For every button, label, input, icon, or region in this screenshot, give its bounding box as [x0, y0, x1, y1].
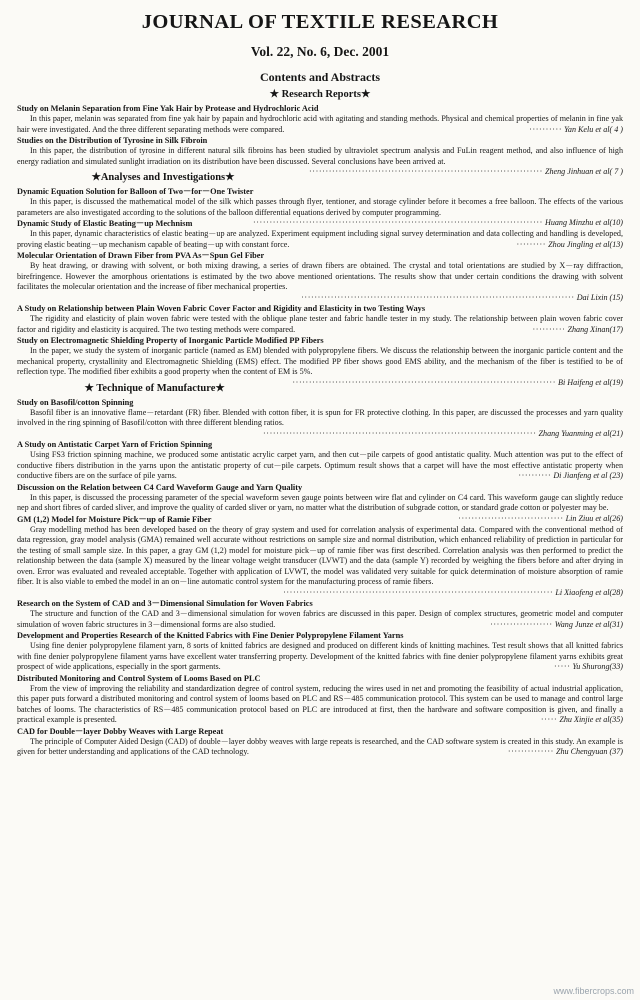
author-page-citation: Zhu Xinjie et al(35) — [559, 715, 623, 724]
article-title[interactable]: GM (1,2) Model for Moisture Pick－up of Ramie Fiber — [17, 514, 212, 524]
article-entry — [17, 250, 623, 303]
section-heading: ★ Technique of Manufacture★ — [84, 382, 225, 394]
article-title[interactable]: Studies on the Distribution of Tyrosine in Silk Fibroin — [17, 136, 208, 145]
citation-line — [458, 514, 623, 525]
abstract-text: Basofil fiber is an innovative flame－retardant (FR) fiber. Blended with cotton fiber, it is spun for FR protective clothing. In this paper, are discussed the processes and yarn quality involved in the ring spinning of Basofil/cotton with three different blending ratios. — [17, 407, 623, 427]
article-title[interactable]: Study on Basofil/cotton Spinning — [17, 397, 134, 407]
article-title[interactable]: Study on Melanin Separation from Fine Yak Hair by Protease and Hydrochloric Acid — [17, 104, 319, 113]
author-page-citation: Yu Shurong(33) — [572, 662, 623, 671]
author-page-citation: Di Jianfeng et al (23) — [553, 471, 623, 480]
article-abstract — [17, 737, 623, 758]
article-title[interactable]: Distributed Monitoring and Control System of Looms Based on PLC — [17, 673, 261, 683]
leader-dots: ·············· — [507, 747, 554, 756]
citation-line — [292, 378, 623, 389]
article-entry — [17, 335, 623, 387]
article-entry — [17, 630, 623, 673]
leader-dots: ······································································· — [308, 167, 543, 176]
abstract-text: In this paper, the distribution of tyrosine in different natural silk fibroins has been studied by ultraviolet spectrum analysis and FuLin reagent method, and also influence of high energy radiation and simulated sunlight irradiation on its distribution have been discussed. Several conclusions have been arrived at. — [17, 146, 623, 166]
article-abstract — [17, 609, 623, 630]
citation-line — [516, 240, 623, 251]
leader-dots: ········· — [516, 239, 547, 249]
author-page-citation: Zhu Chengyuan (37) — [556, 747, 623, 756]
article-entry — [17, 673, 623, 726]
author-page-citation: Zheng Jinhuan et al( 7 ) — [544, 167, 623, 176]
article-title[interactable]: Molecular Orientation of Drawn Fiber from PVA As－Spun Gel Fiber — [17, 251, 265, 260]
article-title[interactable]: Development and Properties Research of the Knitted Fabrics with Fine Denier Polypropylene Filament Yarns — [17, 631, 404, 640]
article-entry — [17, 598, 623, 630]
leader-dots: ·················································································· — [283, 587, 554, 597]
leader-dots: ····· — [554, 662, 571, 671]
article-title[interactable]: Discussion on the Relation between C4 Card Waveform Gauge and Yarn Quality — [17, 482, 303, 492]
article-title[interactable]: CAD for Double－layer Dobby Weaves with Large Repeat — [17, 726, 224, 736]
leader-dots: ························································································ — [252, 218, 543, 227]
article-entry — [17, 514, 623, 599]
watermark: www.fibercrops.com — [553, 986, 634, 996]
citation-line — [17, 429, 623, 440]
citation-line — [490, 620, 623, 631]
article-title[interactable]: A Study on Antistatic Carpet Yarn of Friction Spinning — [17, 440, 213, 449]
citation-line — [554, 662, 623, 673]
leader-dots: ··················································································· — [301, 292, 575, 302]
abstract-text: The structure and function of the CAD and 3－dimensional simulation for woven fabrics are discussed in this paper. Design of complex structures, geometric model and computer simulation of woven fabric structures in 3－dimensional forms are also studied. — [17, 609, 623, 629]
article-abstract — [17, 684, 623, 726]
article-title[interactable]: Research on the System of CAD and 3－Dimensional Simulation for Woven Fabrics — [17, 599, 313, 608]
article-abstract — [17, 408, 623, 440]
abstract-text: In this paper, is discussed the processing parameter of the special waveform seven gauge points between wire flat and cylinder on C4 card. This waveform gauge can slightly reduce nep and short fibres of carded sliver, and improve the quality of carded sliver or yarn, no matter what the distribution of subgrade cotton, or standard grade cotton or polyester may be. — [17, 492, 623, 512]
author-page-citation: Lin Ziuu et al(26) — [565, 513, 623, 523]
article-abstract — [17, 525, 623, 599]
author-page-citation: Li Xiaofeng et al(28) — [555, 587, 623, 597]
article-entry — [17, 439, 623, 482]
article-abstract — [17, 641, 623, 673]
article-entry — [17, 135, 623, 176]
abstract-text: In the paper, we study the system of inorganic particle (named as EM) blended with polypropylene fibers. We discuss the relationship between the inorganic particle content and the mechanical property, crystallinity and Electromagnetic Shielding (EMS) effect. The modified PP fiber shows good EMS ability, and the mechanism of the fiber is testified to be of reflection type. The modified fiber exhibits a good property when the content of EM is 5%. — [17, 346, 623, 376]
citation-line — [518, 471, 623, 482]
abstract-text: Using fine denier polypropylene filament yarn, 8 sorts of knitted fabrics are designed and produced on different kinds of knitting machines. Test result shows that all knitted fabrics with fine denier polypropylene filament yarns have excellent water transferring property. Development of the knitted fabrics with fine denier polypropylene filament yarns exhibits great prospect of wide applications, especially in the sport garments. — [17, 641, 623, 671]
article-title[interactable]: Dynamic Study of Elastic Beating－up Mechnism — [17, 219, 193, 228]
leader-dots: ················································································ — [292, 377, 556, 387]
author-page-citation: Bi Haifeng et al(19) — [558, 377, 623, 387]
article-title[interactable]: A Study on Relationship between Plain Woven Fabric Cover Factor and Rigidity and Elasticity in two Testing Ways — [17, 304, 426, 313]
abstract-text: From the view of improving the reliability and standardization degree of control system, reducing the wires used in net and promoting the feasibility of actual industrial application, this paper puts forward a distributed monitoring and control system of looms based on PLC and RS－485 communication protocol. This system can be used to manage and control large batches of looms. The characteristics of RS－485 communication protocol based on PLC are introduced at first, then the hardware and software composition is given, and finally a practical example is presented. — [17, 683, 623, 724]
author-page-citation: Dai Lixin (15) — [576, 292, 623, 302]
leader-dots: ·········· — [529, 124, 563, 134]
article-abstract — [17, 346, 623, 387]
citation-line — [309, 167, 623, 178]
article-abstract — [17, 229, 623, 250]
article-title[interactable]: Dynamic Equation Solution for Balloon of Two－for－One Twister — [17, 187, 254, 196]
abstract-text: In this paper, is discussed the mathematical model of the silk which passes through flyer, tentioner, and storage cylinder before it becomes a free balloon. The effects of the various parameters are also investigated according to the solutions of the balloon differential equations derived by computer programming. — [17, 197, 623, 217]
journal-title: JOURNAL OF TEXTILE RESEARCH — [141, 11, 499, 33]
section-heading: ★ Research Reports★ — [269, 89, 371, 100]
author-page-citation: Yan Kelu et al( 4 ) — [564, 124, 623, 134]
article-abstract — [17, 146, 623, 176]
leader-dots: ····· — [540, 715, 558, 724]
abstract-text: Using FS3 friction spinning machine, we produced some antistatic acrylic carpet yarn, and then cut－pile carpets of good antistatic quality. Much attention was put to the effect of conductive fibers distribution in the yarns upon the antistatic property of cut－pile carpets. Optimum result shows that a carpet will have the most effective antistatic property when conductive fibers are on the surface of pile yarns. — [17, 450, 623, 480]
citation-line — [541, 715, 623, 726]
citation-line — [17, 293, 623, 304]
article-abstract — [17, 114, 623, 135]
author-page-citation: Wang Junze et al(31) — [554, 619, 623, 629]
abstract-text: The principle of Computer Aided Design (CAD) of double－layer dobby weaves with large repeats is researched, and the CAD software system is created in this study. An example is given for better understanding and applications of the CAD technology. — [17, 736, 623, 756]
article-abstract — [17, 261, 623, 303]
leader-dots: ································ — [458, 513, 564, 523]
abstract-text: Gray modelling method has been developed based on the theory of gray system and used for correlation analysis of experimental data. Compared with the conventional method of data regression, gray model analysis (GMA) remained well accurate without restrictions on sample size and normal distribution, which enhanced reliability of prediction in particular for the testing of small sample size. In this paper, a gray GM (1,2) model for moisture pick－up of ramie fiber was first described. Correlation analysis was then performed to predict the relationship between the data (sample X) measured by the linear voltage weight transducer (LVWT) and the data (sample Y) recorded by weighing the fibers before and after drying in oven. Error was evaluated and revealed acceptable. Together with application of LVWT, the model was validated very suitable for quick determination of moisture absorption of ramie fiber. It is also viable to embed the model in an on－line automatic control system for the manufacturing process of ramie fibers. — [17, 524, 623, 586]
article-abstract — [17, 314, 623, 335]
article-entry — [17, 303, 623, 335]
leader-dots: ··················· — [490, 619, 553, 629]
author-page-citation: Zhang Yuanming et al(21) — [538, 428, 623, 438]
article-title[interactable]: Study on Electromagnetic Shielding Property of Inorganic Particle Modified PP Fibers — [17, 336, 324, 345]
citation-line — [508, 747, 623, 758]
article-abstract — [17, 450, 623, 482]
citation-line — [529, 125, 623, 136]
issue-line: Vol. 22, No. 6, Dec. 2001 — [250, 44, 390, 59]
citation-line — [17, 588, 623, 599]
contents-list — [17, 88, 623, 758]
abstract-text: The rigidity and elasticity of plain woven fabric were tested with the oblique plane tester and fabric handle tester in my study. The relationship between plain woven fabric cover factor and rigidity and elasticity is acquired. The two testing methods were compared. — [17, 314, 623, 334]
leader-dots: ·········· — [518, 471, 552, 480]
article-entry — [17, 726, 623, 758]
citation-line — [253, 218, 623, 229]
abstract-text: By heat drawing, or drawing with solvent, or both mixing drawing, a series of drawn fibers are obtained. The crystal and total orientations are studied by X－ray diffraction, birefringence. However the amorphous orientations is estimated by the two above mentioned orientations. The results show that under certain conditions the drawing with solvent facilitates the molecular orientation and the increase of fiber mechanical properties. — [17, 261, 623, 291]
abstract-text: In this paper, dynamic characteristics of elastic beating－up are analyzed. Experiment equipment including signal survey determination and data collecting and handling is developed, proving elastic beating－up mechanism capable of beating－up with constant force. — [17, 229, 623, 249]
author-page-citation: Zhang Xinan(17) — [567, 324, 623, 334]
article-entry — [17, 103, 623, 135]
leader-dots: ··················································································· — [262, 428, 537, 438]
leader-dots: ·········· — [532, 324, 566, 334]
citation-line — [532, 325, 623, 336]
section-heading: ★Analyses and Investigations★ — [91, 172, 235, 183]
author-page-citation: Huang Minzhu et al(10) — [544, 218, 623, 227]
author-page-citation: Zhou Jingling et al(13) — [548, 239, 623, 249]
abstract-text: In this paper, melanin was separated from fine yak hair by papain and hydrochloric acid with agitating and standing methods. Physical and chemical properties of melanin in fine yak hair were investigated. And the three different separating methods were compared. — [17, 114, 623, 134]
contents-heading: Contents and Abstracts — [259, 70, 380, 84]
article-entry — [17, 397, 623, 440]
